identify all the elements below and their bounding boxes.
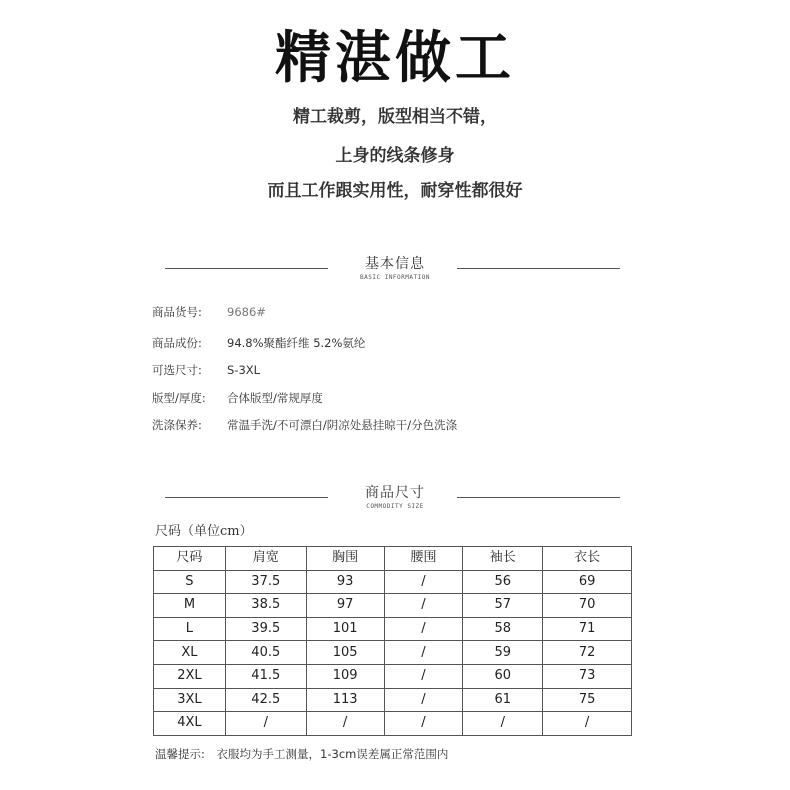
- info-value: S-3XL: [227, 363, 261, 377]
- cell: /: [384, 688, 463, 712]
- cell: 61: [463, 688, 543, 712]
- header-sleeve: 袖长: [463, 547, 543, 571]
- cell: /: [384, 641, 463, 665]
- cell: 56: [463, 570, 543, 594]
- cell: M: [154, 594, 226, 618]
- cell: 101: [306, 617, 384, 641]
- cell: 105: [306, 641, 384, 665]
- size-unit-label: 尺码（单位cm）: [155, 524, 253, 539]
- cell: 58: [463, 617, 543, 641]
- info-value: 9686#: [227, 305, 266, 319]
- basic-info-subtitle: BASIC INFORMATION: [360, 274, 430, 281]
- header-size: 尺码: [154, 547, 226, 571]
- cell: /: [384, 617, 463, 641]
- cell: 3XL: [154, 688, 226, 712]
- table-row: [154, 712, 632, 736]
- cell: 2XL: [154, 664, 226, 688]
- cell: /: [225, 712, 306, 736]
- cell: XL: [154, 641, 226, 665]
- header-length: 衣长: [543, 547, 632, 571]
- table-row: [154, 688, 632, 712]
- cell: 97: [306, 594, 384, 618]
- cell: 60: [463, 664, 543, 688]
- info-label: 版型/厚度:: [152, 391, 206, 405]
- cell: 39.5: [225, 617, 306, 641]
- cell: /: [384, 570, 463, 594]
- cell: 41.5: [225, 664, 306, 688]
- cell: 37.5: [225, 570, 306, 594]
- cell: /: [543, 712, 632, 736]
- table-row: [154, 617, 632, 641]
- cell: 93: [306, 570, 384, 594]
- info-value: 合体版型/常规厚度: [227, 391, 323, 405]
- hero-line-1: 精工裁剪，版型相当不错，: [293, 107, 497, 127]
- basic-info-heading: [0, 248, 790, 288]
- divider-right: [457, 268, 620, 269]
- table-header-row: [154, 547, 632, 571]
- size-title: 商品尺寸: [365, 485, 425, 501]
- table-row: [154, 570, 632, 594]
- header-chest: 胸围: [306, 547, 384, 571]
- info-label: 可选尺寸:: [152, 363, 202, 377]
- cell: 72: [543, 641, 632, 665]
- cell: 59: [463, 641, 543, 665]
- table-row: [154, 641, 632, 665]
- tip-text: 衣服均为手工测量，1-3cm误差属正常范围内: [216, 747, 449, 761]
- size-subtitle: COMMODITY SIZE: [366, 503, 424, 510]
- cell: /: [306, 712, 384, 736]
- cell: 40.5: [225, 641, 306, 665]
- size-table: [153, 546, 632, 736]
- info-label: 洗涤保养:: [152, 418, 202, 432]
- info-label: 商品货号:: [152, 305, 202, 319]
- cell: 69: [543, 570, 632, 594]
- info-value: 常温手洗/不可漂白/阴凉处悬挂晾干/分色洗涤: [227, 418, 458, 432]
- cell: 113: [306, 688, 384, 712]
- hero-line-3: 而且工作跟实用性，耐穿性都很好: [267, 181, 523, 201]
- header-shoulder: 肩宽: [225, 547, 306, 571]
- cell: /: [384, 594, 463, 618]
- cell: 75: [543, 688, 632, 712]
- info-label: 商品成份:: [152, 336, 202, 350]
- header-waist: 腰围: [384, 547, 463, 571]
- cell: S: [154, 570, 226, 594]
- cell: 70: [543, 594, 632, 618]
- cell: 42.5: [225, 688, 306, 712]
- cell: 38.5: [225, 594, 306, 618]
- cell: /: [463, 712, 543, 736]
- measurement-tip: [155, 746, 448, 762]
- cell: 73: [543, 664, 632, 688]
- hero-title: 精湛做工: [275, 26, 515, 91]
- cell: L: [154, 617, 226, 641]
- divider-right: [457, 497, 620, 498]
- info-value: 94.8%聚酯纤维 5.2%氨纶: [227, 336, 366, 350]
- cell: 71: [543, 617, 632, 641]
- cell: 4XL: [154, 712, 226, 736]
- cell: /: [384, 664, 463, 688]
- table-row: [154, 594, 632, 618]
- cell: 109: [306, 664, 384, 688]
- size-heading: [0, 477, 790, 517]
- cell: 57: [463, 594, 543, 618]
- basic-info-title: 基本信息: [365, 256, 425, 272]
- hero-line-2: 上身的线条修身: [335, 146, 455, 166]
- tip-label: 温馨提示:: [155, 747, 205, 761]
- table-row: [154, 664, 632, 688]
- cell: /: [384, 712, 463, 736]
